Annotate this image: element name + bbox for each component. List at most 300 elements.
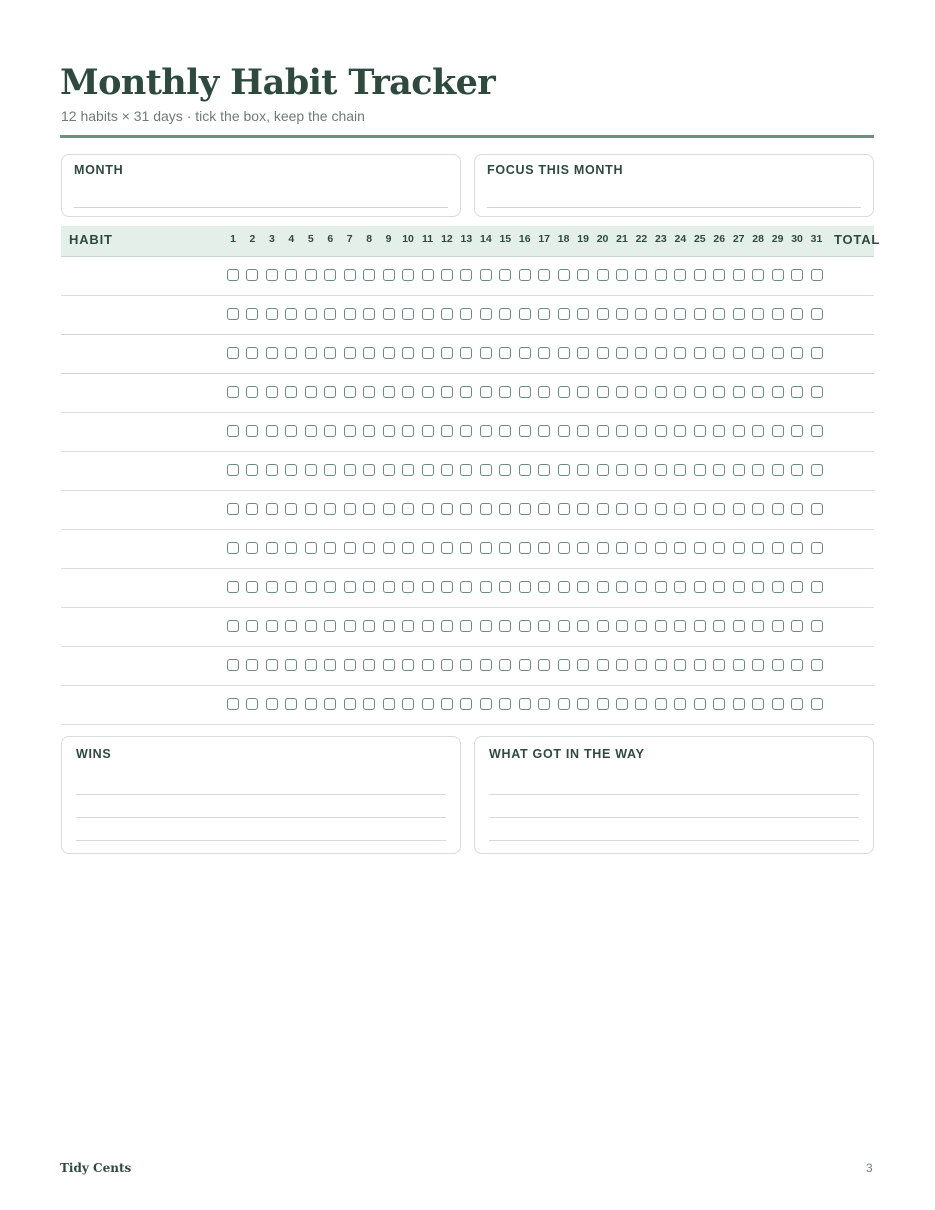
day-checkbox[interactable] xyxy=(344,269,356,281)
day-checkbox[interactable] xyxy=(558,542,570,554)
day-checkbox[interactable] xyxy=(772,698,784,710)
day-checkbox[interactable] xyxy=(422,659,434,671)
day-checkbox[interactable] xyxy=(616,347,628,359)
day-checkbox[interactable] xyxy=(674,347,686,359)
day-checkbox[interactable] xyxy=(227,347,239,359)
day-checkbox[interactable] xyxy=(791,269,803,281)
day-checkbox[interactable] xyxy=(324,542,336,554)
day-checkbox[interactable] xyxy=(616,386,628,398)
day-checkbox[interactable] xyxy=(694,386,706,398)
day-checkbox[interactable] xyxy=(266,269,278,281)
day-checkbox[interactable] xyxy=(460,347,472,359)
day-checkbox[interactable] xyxy=(460,698,472,710)
day-checkbox[interactable] xyxy=(480,308,492,320)
day-checkbox[interactable] xyxy=(752,620,764,632)
day-checkbox[interactable] xyxy=(402,269,414,281)
day-checkbox[interactable] xyxy=(733,581,745,593)
day-checkbox[interactable] xyxy=(538,464,550,476)
day-checkbox[interactable] xyxy=(791,464,803,476)
day-checkbox[interactable] xyxy=(344,620,356,632)
day-checkbox[interactable] xyxy=(811,503,823,515)
day-checkbox[interactable] xyxy=(305,659,317,671)
month-write-line[interactable] xyxy=(74,207,448,208)
day-checkbox[interactable] xyxy=(363,581,375,593)
day-checkbox[interactable] xyxy=(499,542,511,554)
day-checkbox[interactable] xyxy=(324,503,336,515)
day-checkbox[interactable] xyxy=(597,542,609,554)
day-checkbox[interactable] xyxy=(480,581,492,593)
day-checkbox[interactable] xyxy=(674,386,686,398)
day-checkbox[interactable] xyxy=(519,503,531,515)
day-checkbox[interactable] xyxy=(441,464,453,476)
day-checkbox[interactable] xyxy=(499,503,511,515)
day-checkbox[interactable] xyxy=(246,620,258,632)
day-checkbox[interactable] xyxy=(733,347,745,359)
day-checkbox[interactable] xyxy=(791,308,803,320)
day-checkbox[interactable] xyxy=(538,308,550,320)
day-checkbox[interactable] xyxy=(752,659,764,671)
day-checkbox[interactable] xyxy=(441,503,453,515)
day-checkbox[interactable] xyxy=(305,620,317,632)
day-checkbox[interactable] xyxy=(811,659,823,671)
day-checkbox[interactable] xyxy=(499,581,511,593)
day-checkbox[interactable] xyxy=(383,464,395,476)
day-checkbox[interactable] xyxy=(752,425,764,437)
day-checkbox[interactable] xyxy=(577,581,589,593)
day-checkbox[interactable] xyxy=(538,659,550,671)
day-checkbox[interactable] xyxy=(655,542,667,554)
day-checkbox[interactable] xyxy=(694,698,706,710)
day-checkbox[interactable] xyxy=(363,698,375,710)
day-checkbox[interactable] xyxy=(674,659,686,671)
day-checkbox[interactable] xyxy=(577,659,589,671)
day-checkbox[interactable] xyxy=(383,542,395,554)
day-checkbox[interactable] xyxy=(616,503,628,515)
day-checkbox[interactable] xyxy=(791,659,803,671)
day-checkbox[interactable] xyxy=(402,620,414,632)
day-checkbox[interactable] xyxy=(480,347,492,359)
day-checkbox[interactable] xyxy=(733,698,745,710)
day-checkbox[interactable] xyxy=(499,308,511,320)
day-checkbox[interactable] xyxy=(383,698,395,710)
day-checkbox[interactable] xyxy=(285,620,297,632)
day-checkbox[interactable] xyxy=(441,659,453,671)
day-checkbox[interactable] xyxy=(635,269,647,281)
day-checkbox[interactable] xyxy=(597,347,609,359)
day-checkbox[interactable] xyxy=(383,269,395,281)
day-checkbox[interactable] xyxy=(422,542,434,554)
day-checkbox[interactable] xyxy=(227,464,239,476)
day-checkbox[interactable] xyxy=(422,269,434,281)
day-checkbox[interactable] xyxy=(324,464,336,476)
day-checkbox[interactable] xyxy=(363,464,375,476)
day-checkbox[interactable] xyxy=(363,659,375,671)
day-checkbox[interactable] xyxy=(285,269,297,281)
day-checkbox[interactable] xyxy=(344,308,356,320)
day-checkbox[interactable] xyxy=(674,464,686,476)
day-checkbox[interactable] xyxy=(674,581,686,593)
day-checkbox[interactable] xyxy=(363,542,375,554)
day-checkbox[interactable] xyxy=(422,386,434,398)
day-checkbox[interactable] xyxy=(616,659,628,671)
day-checkbox[interactable] xyxy=(635,542,647,554)
day-checkbox[interactable] xyxy=(266,620,278,632)
day-checkbox[interactable] xyxy=(791,347,803,359)
day-checkbox[interactable] xyxy=(266,425,278,437)
day-checkbox[interactable] xyxy=(635,425,647,437)
day-checkbox[interactable] xyxy=(577,425,589,437)
day-checkbox[interactable] xyxy=(480,269,492,281)
day-checkbox[interactable] xyxy=(616,698,628,710)
day-checkbox[interactable] xyxy=(635,308,647,320)
day-checkbox[interactable] xyxy=(227,269,239,281)
day-checkbox[interactable] xyxy=(538,425,550,437)
day-checkbox[interactable] xyxy=(733,425,745,437)
day-checkbox[interactable] xyxy=(227,698,239,710)
day-checkbox[interactable] xyxy=(577,620,589,632)
day-checkbox[interactable] xyxy=(811,464,823,476)
day-checkbox[interactable] xyxy=(519,308,531,320)
day-checkbox[interactable] xyxy=(305,542,317,554)
day-checkbox[interactable] xyxy=(597,503,609,515)
day-checkbox[interactable] xyxy=(383,347,395,359)
day-checkbox[interactable] xyxy=(344,503,356,515)
day-checkbox[interactable] xyxy=(733,464,745,476)
day-checkbox[interactable] xyxy=(246,659,258,671)
day-checkbox[interactable] xyxy=(616,269,628,281)
day-checkbox[interactable] xyxy=(344,581,356,593)
day-checkbox[interactable] xyxy=(266,659,278,671)
day-checkbox[interactable] xyxy=(266,698,278,710)
day-checkbox[interactable] xyxy=(246,542,258,554)
day-checkbox[interactable] xyxy=(285,347,297,359)
day-checkbox[interactable] xyxy=(285,386,297,398)
day-checkbox[interactable] xyxy=(305,503,317,515)
day-checkbox[interactable] xyxy=(363,308,375,320)
day-checkbox[interactable] xyxy=(344,347,356,359)
day-checkbox[interactable] xyxy=(305,308,317,320)
day-checkbox[interactable] xyxy=(733,620,745,632)
day-checkbox[interactable] xyxy=(558,698,570,710)
day-checkbox[interactable] xyxy=(733,542,745,554)
day-checkbox[interactable] xyxy=(422,698,434,710)
day-checkbox[interactable] xyxy=(538,347,550,359)
day-checkbox[interactable] xyxy=(752,698,764,710)
day-checkbox[interactable] xyxy=(460,269,472,281)
day-checkbox[interactable] xyxy=(499,620,511,632)
day-checkbox[interactable] xyxy=(441,269,453,281)
day-checkbox[interactable] xyxy=(480,386,492,398)
day-checkbox[interactable] xyxy=(713,503,725,515)
day-checkbox[interactable] xyxy=(811,386,823,398)
day-checkbox[interactable] xyxy=(733,503,745,515)
day-checkbox[interactable] xyxy=(674,503,686,515)
day-checkbox[interactable] xyxy=(655,464,667,476)
day-checkbox[interactable] xyxy=(324,386,336,398)
day-checkbox[interactable] xyxy=(441,386,453,398)
day-checkbox[interactable] xyxy=(324,581,336,593)
day-checkbox[interactable] xyxy=(227,425,239,437)
day-checkbox[interactable] xyxy=(694,542,706,554)
day-checkbox[interactable] xyxy=(460,386,472,398)
day-checkbox[interactable] xyxy=(344,386,356,398)
day-checkbox[interactable] xyxy=(460,542,472,554)
day-checkbox[interactable] xyxy=(363,620,375,632)
day-checkbox[interactable] xyxy=(713,347,725,359)
day-checkbox[interactable] xyxy=(577,386,589,398)
day-checkbox[interactable] xyxy=(752,386,764,398)
day-checkbox[interactable] xyxy=(363,386,375,398)
day-checkbox[interactable] xyxy=(772,581,784,593)
day-checkbox[interactable] xyxy=(538,269,550,281)
day-checkbox[interactable] xyxy=(538,698,550,710)
day-checkbox[interactable] xyxy=(285,542,297,554)
day-checkbox[interactable] xyxy=(752,347,764,359)
day-checkbox[interactable] xyxy=(519,698,531,710)
day-checkbox[interactable] xyxy=(694,269,706,281)
day-checkbox[interactable] xyxy=(655,386,667,398)
wins-write-line[interactable] xyxy=(76,840,446,841)
day-checkbox[interactable] xyxy=(694,347,706,359)
day-checkbox[interactable] xyxy=(538,620,550,632)
day-checkbox[interactable] xyxy=(285,464,297,476)
day-checkbox[interactable] xyxy=(499,464,511,476)
day-checkbox[interactable] xyxy=(402,308,414,320)
day-checkbox[interactable] xyxy=(246,269,258,281)
day-checkbox[interactable] xyxy=(674,269,686,281)
day-checkbox[interactable] xyxy=(713,308,725,320)
day-checkbox[interactable] xyxy=(519,464,531,476)
day-checkbox[interactable] xyxy=(422,308,434,320)
day-checkbox[interactable] xyxy=(635,581,647,593)
day-checkbox[interactable] xyxy=(519,581,531,593)
day-checkbox[interactable] xyxy=(402,425,414,437)
day-checkbox[interactable] xyxy=(733,308,745,320)
day-checkbox[interactable] xyxy=(558,269,570,281)
day-checkbox[interactable] xyxy=(519,620,531,632)
day-checkbox[interactable] xyxy=(363,425,375,437)
day-checkbox[interactable] xyxy=(597,659,609,671)
day-checkbox[interactable] xyxy=(402,464,414,476)
day-checkbox[interactable] xyxy=(227,386,239,398)
day-checkbox[interactable] xyxy=(558,464,570,476)
day-checkbox[interactable] xyxy=(713,269,725,281)
day-checkbox[interactable] xyxy=(635,620,647,632)
day-checkbox[interactable] xyxy=(752,308,764,320)
day-checkbox[interactable] xyxy=(480,425,492,437)
day-checkbox[interactable] xyxy=(616,620,628,632)
day-checkbox[interactable] xyxy=(791,581,803,593)
day-checkbox[interactable] xyxy=(811,620,823,632)
day-checkbox[interactable] xyxy=(324,659,336,671)
obstacles-write-line[interactable] xyxy=(489,794,859,795)
day-checkbox[interactable] xyxy=(519,347,531,359)
day-checkbox[interactable] xyxy=(655,308,667,320)
day-checkbox[interactable] xyxy=(772,386,784,398)
day-checkbox[interactable] xyxy=(227,308,239,320)
day-checkbox[interactable] xyxy=(597,308,609,320)
day-checkbox[interactable] xyxy=(713,464,725,476)
day-checkbox[interactable] xyxy=(616,425,628,437)
day-checkbox[interactable] xyxy=(733,386,745,398)
day-checkbox[interactable] xyxy=(635,386,647,398)
day-checkbox[interactable] xyxy=(305,347,317,359)
day-checkbox[interactable] xyxy=(616,464,628,476)
day-checkbox[interactable] xyxy=(655,698,667,710)
day-checkbox[interactable] xyxy=(363,347,375,359)
day-checkbox[interactable] xyxy=(538,503,550,515)
day-checkbox[interactable] xyxy=(246,425,258,437)
day-checkbox[interactable] xyxy=(344,698,356,710)
day-checkbox[interactable] xyxy=(422,620,434,632)
day-checkbox[interactable] xyxy=(480,698,492,710)
day-checkbox[interactable] xyxy=(441,425,453,437)
day-checkbox[interactable] xyxy=(772,269,784,281)
day-checkbox[interactable] xyxy=(811,542,823,554)
day-checkbox[interactable] xyxy=(285,581,297,593)
day-checkbox[interactable] xyxy=(811,698,823,710)
obstacles-write-line[interactable] xyxy=(489,840,859,841)
day-checkbox[interactable] xyxy=(402,698,414,710)
day-checkbox[interactable] xyxy=(246,308,258,320)
day-checkbox[interactable] xyxy=(811,581,823,593)
day-checkbox[interactable] xyxy=(694,308,706,320)
day-checkbox[interactable] xyxy=(713,542,725,554)
day-checkbox[interactable] xyxy=(344,542,356,554)
day-checkbox[interactable] xyxy=(733,659,745,671)
day-checkbox[interactable] xyxy=(227,503,239,515)
day-checkbox[interactable] xyxy=(597,425,609,437)
day-checkbox[interactable] xyxy=(577,464,589,476)
day-checkbox[interactable] xyxy=(616,308,628,320)
day-checkbox[interactable] xyxy=(635,503,647,515)
day-checkbox[interactable] xyxy=(480,503,492,515)
day-checkbox[interactable] xyxy=(402,503,414,515)
day-checkbox[interactable] xyxy=(344,464,356,476)
day-checkbox[interactable] xyxy=(577,503,589,515)
day-checkbox[interactable] xyxy=(441,581,453,593)
day-checkbox[interactable] xyxy=(363,503,375,515)
day-checkbox[interactable] xyxy=(772,308,784,320)
day-checkbox[interactable] xyxy=(383,620,395,632)
day-checkbox[interactable] xyxy=(772,659,784,671)
day-checkbox[interactable] xyxy=(383,386,395,398)
day-checkbox[interactable] xyxy=(791,386,803,398)
day-checkbox[interactable] xyxy=(460,464,472,476)
day-checkbox[interactable] xyxy=(597,386,609,398)
day-checkbox[interactable] xyxy=(811,269,823,281)
day-checkbox[interactable] xyxy=(577,542,589,554)
day-checkbox[interactable] xyxy=(752,542,764,554)
day-checkbox[interactable] xyxy=(733,269,745,281)
day-checkbox[interactable] xyxy=(266,308,278,320)
day-checkbox[interactable] xyxy=(791,620,803,632)
day-checkbox[interactable] xyxy=(324,269,336,281)
day-checkbox[interactable] xyxy=(266,386,278,398)
day-checkbox[interactable] xyxy=(499,269,511,281)
day-checkbox[interactable] xyxy=(227,620,239,632)
day-checkbox[interactable] xyxy=(422,464,434,476)
day-checkbox[interactable] xyxy=(519,659,531,671)
day-checkbox[interactable] xyxy=(383,581,395,593)
day-checkbox[interactable] xyxy=(635,698,647,710)
day-checkbox[interactable] xyxy=(499,659,511,671)
day-checkbox[interactable] xyxy=(285,659,297,671)
day-checkbox[interactable] xyxy=(324,347,336,359)
day-checkbox[interactable] xyxy=(305,581,317,593)
day-checkbox[interactable] xyxy=(655,620,667,632)
day-checkbox[interactable] xyxy=(597,269,609,281)
day-checkbox[interactable] xyxy=(694,464,706,476)
day-checkbox[interactable] xyxy=(441,698,453,710)
day-checkbox[interactable] xyxy=(772,347,784,359)
day-checkbox[interactable] xyxy=(713,620,725,632)
day-checkbox[interactable] xyxy=(519,386,531,398)
day-checkbox[interactable] xyxy=(811,425,823,437)
day-checkbox[interactable] xyxy=(499,347,511,359)
day-checkbox[interactable] xyxy=(791,542,803,554)
day-checkbox[interactable] xyxy=(246,386,258,398)
day-checkbox[interactable] xyxy=(441,308,453,320)
day-checkbox[interactable] xyxy=(577,308,589,320)
day-checkbox[interactable] xyxy=(635,464,647,476)
day-checkbox[interactable] xyxy=(577,698,589,710)
day-checkbox[interactable] xyxy=(519,269,531,281)
day-checkbox[interactable] xyxy=(616,581,628,593)
day-checkbox[interactable] xyxy=(694,425,706,437)
day-checkbox[interactable] xyxy=(480,542,492,554)
day-checkbox[interactable] xyxy=(772,620,784,632)
day-checkbox[interactable] xyxy=(674,620,686,632)
day-checkbox[interactable] xyxy=(246,347,258,359)
day-checkbox[interactable] xyxy=(519,425,531,437)
day-checkbox[interactable] xyxy=(227,581,239,593)
day-checkbox[interactable] xyxy=(499,698,511,710)
day-checkbox[interactable] xyxy=(772,542,784,554)
focus-write-line[interactable] xyxy=(487,207,861,208)
day-checkbox[interactable] xyxy=(266,464,278,476)
day-checkbox[interactable] xyxy=(460,620,472,632)
day-checkbox[interactable] xyxy=(694,581,706,593)
day-checkbox[interactable] xyxy=(752,464,764,476)
day-checkbox[interactable] xyxy=(597,581,609,593)
day-checkbox[interactable] xyxy=(324,425,336,437)
day-checkbox[interactable] xyxy=(538,581,550,593)
day-checkbox[interactable] xyxy=(285,425,297,437)
day-checkbox[interactable] xyxy=(266,542,278,554)
day-checkbox[interactable] xyxy=(791,698,803,710)
day-checkbox[interactable] xyxy=(811,308,823,320)
day-checkbox[interactable] xyxy=(616,542,628,554)
day-checkbox[interactable] xyxy=(597,698,609,710)
day-checkbox[interactable] xyxy=(694,659,706,671)
day-checkbox[interactable] xyxy=(694,503,706,515)
day-checkbox[interactable] xyxy=(402,347,414,359)
day-checkbox[interactable] xyxy=(655,347,667,359)
day-checkbox[interactable] xyxy=(577,269,589,281)
day-checkbox[interactable] xyxy=(460,425,472,437)
day-checkbox[interactable] xyxy=(538,386,550,398)
day-checkbox[interactable] xyxy=(305,386,317,398)
day-checkbox[interactable] xyxy=(674,308,686,320)
day-checkbox[interactable] xyxy=(441,542,453,554)
day-checkbox[interactable] xyxy=(558,425,570,437)
day-checkbox[interactable] xyxy=(655,503,667,515)
day-checkbox[interactable] xyxy=(460,581,472,593)
day-checkbox[interactable] xyxy=(324,308,336,320)
day-checkbox[interactable] xyxy=(713,659,725,671)
day-checkbox[interactable] xyxy=(674,425,686,437)
